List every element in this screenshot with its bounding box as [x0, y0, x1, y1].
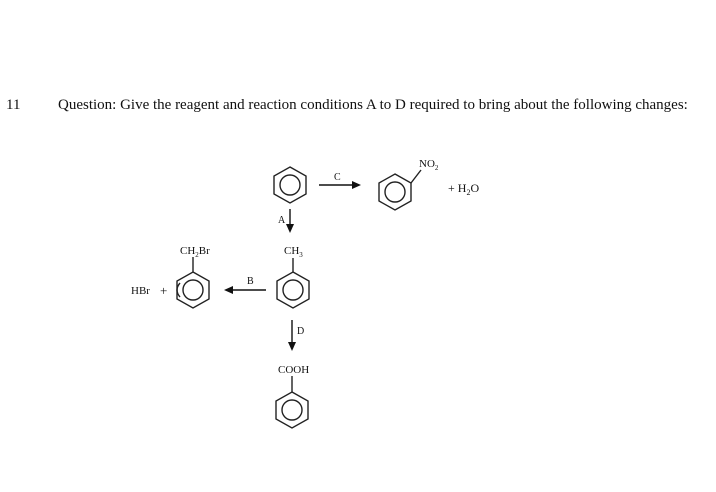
benzene-ring	[274, 167, 306, 203]
question-number: 11	[6, 97, 21, 113]
benzoic-acid-ring	[276, 376, 308, 428]
label-c: C	[334, 172, 341, 183]
ch2br-label: $CH_2Br$	[180, 245, 210, 259]
arrow-a	[286, 209, 294, 233]
hbr-byproduct: HBr	[131, 285, 150, 297]
nitrobenzene-ring	[379, 170, 421, 210]
arrow-b	[224, 286, 266, 294]
toluene-ring	[277, 258, 309, 308]
cooh-label: COOH	[278, 364, 310, 376]
question-text: Question: Give the reagent and reaction conditions A to D required to bring about the following changes:	[58, 97, 688, 113]
water-byproduct: + $H_2O$	[448, 181, 480, 197]
label-b: B	[247, 276, 254, 287]
label-d: D	[297, 326, 305, 337]
plus-sign: +	[160, 283, 168, 298]
benzyl-bromide-ring	[177, 257, 209, 308]
no2-label: $NO_2$	[419, 158, 439, 172]
ch3-label: $CH_3$	[284, 245, 303, 259]
label-a: A	[278, 215, 286, 226]
arrow-d	[288, 320, 296, 351]
